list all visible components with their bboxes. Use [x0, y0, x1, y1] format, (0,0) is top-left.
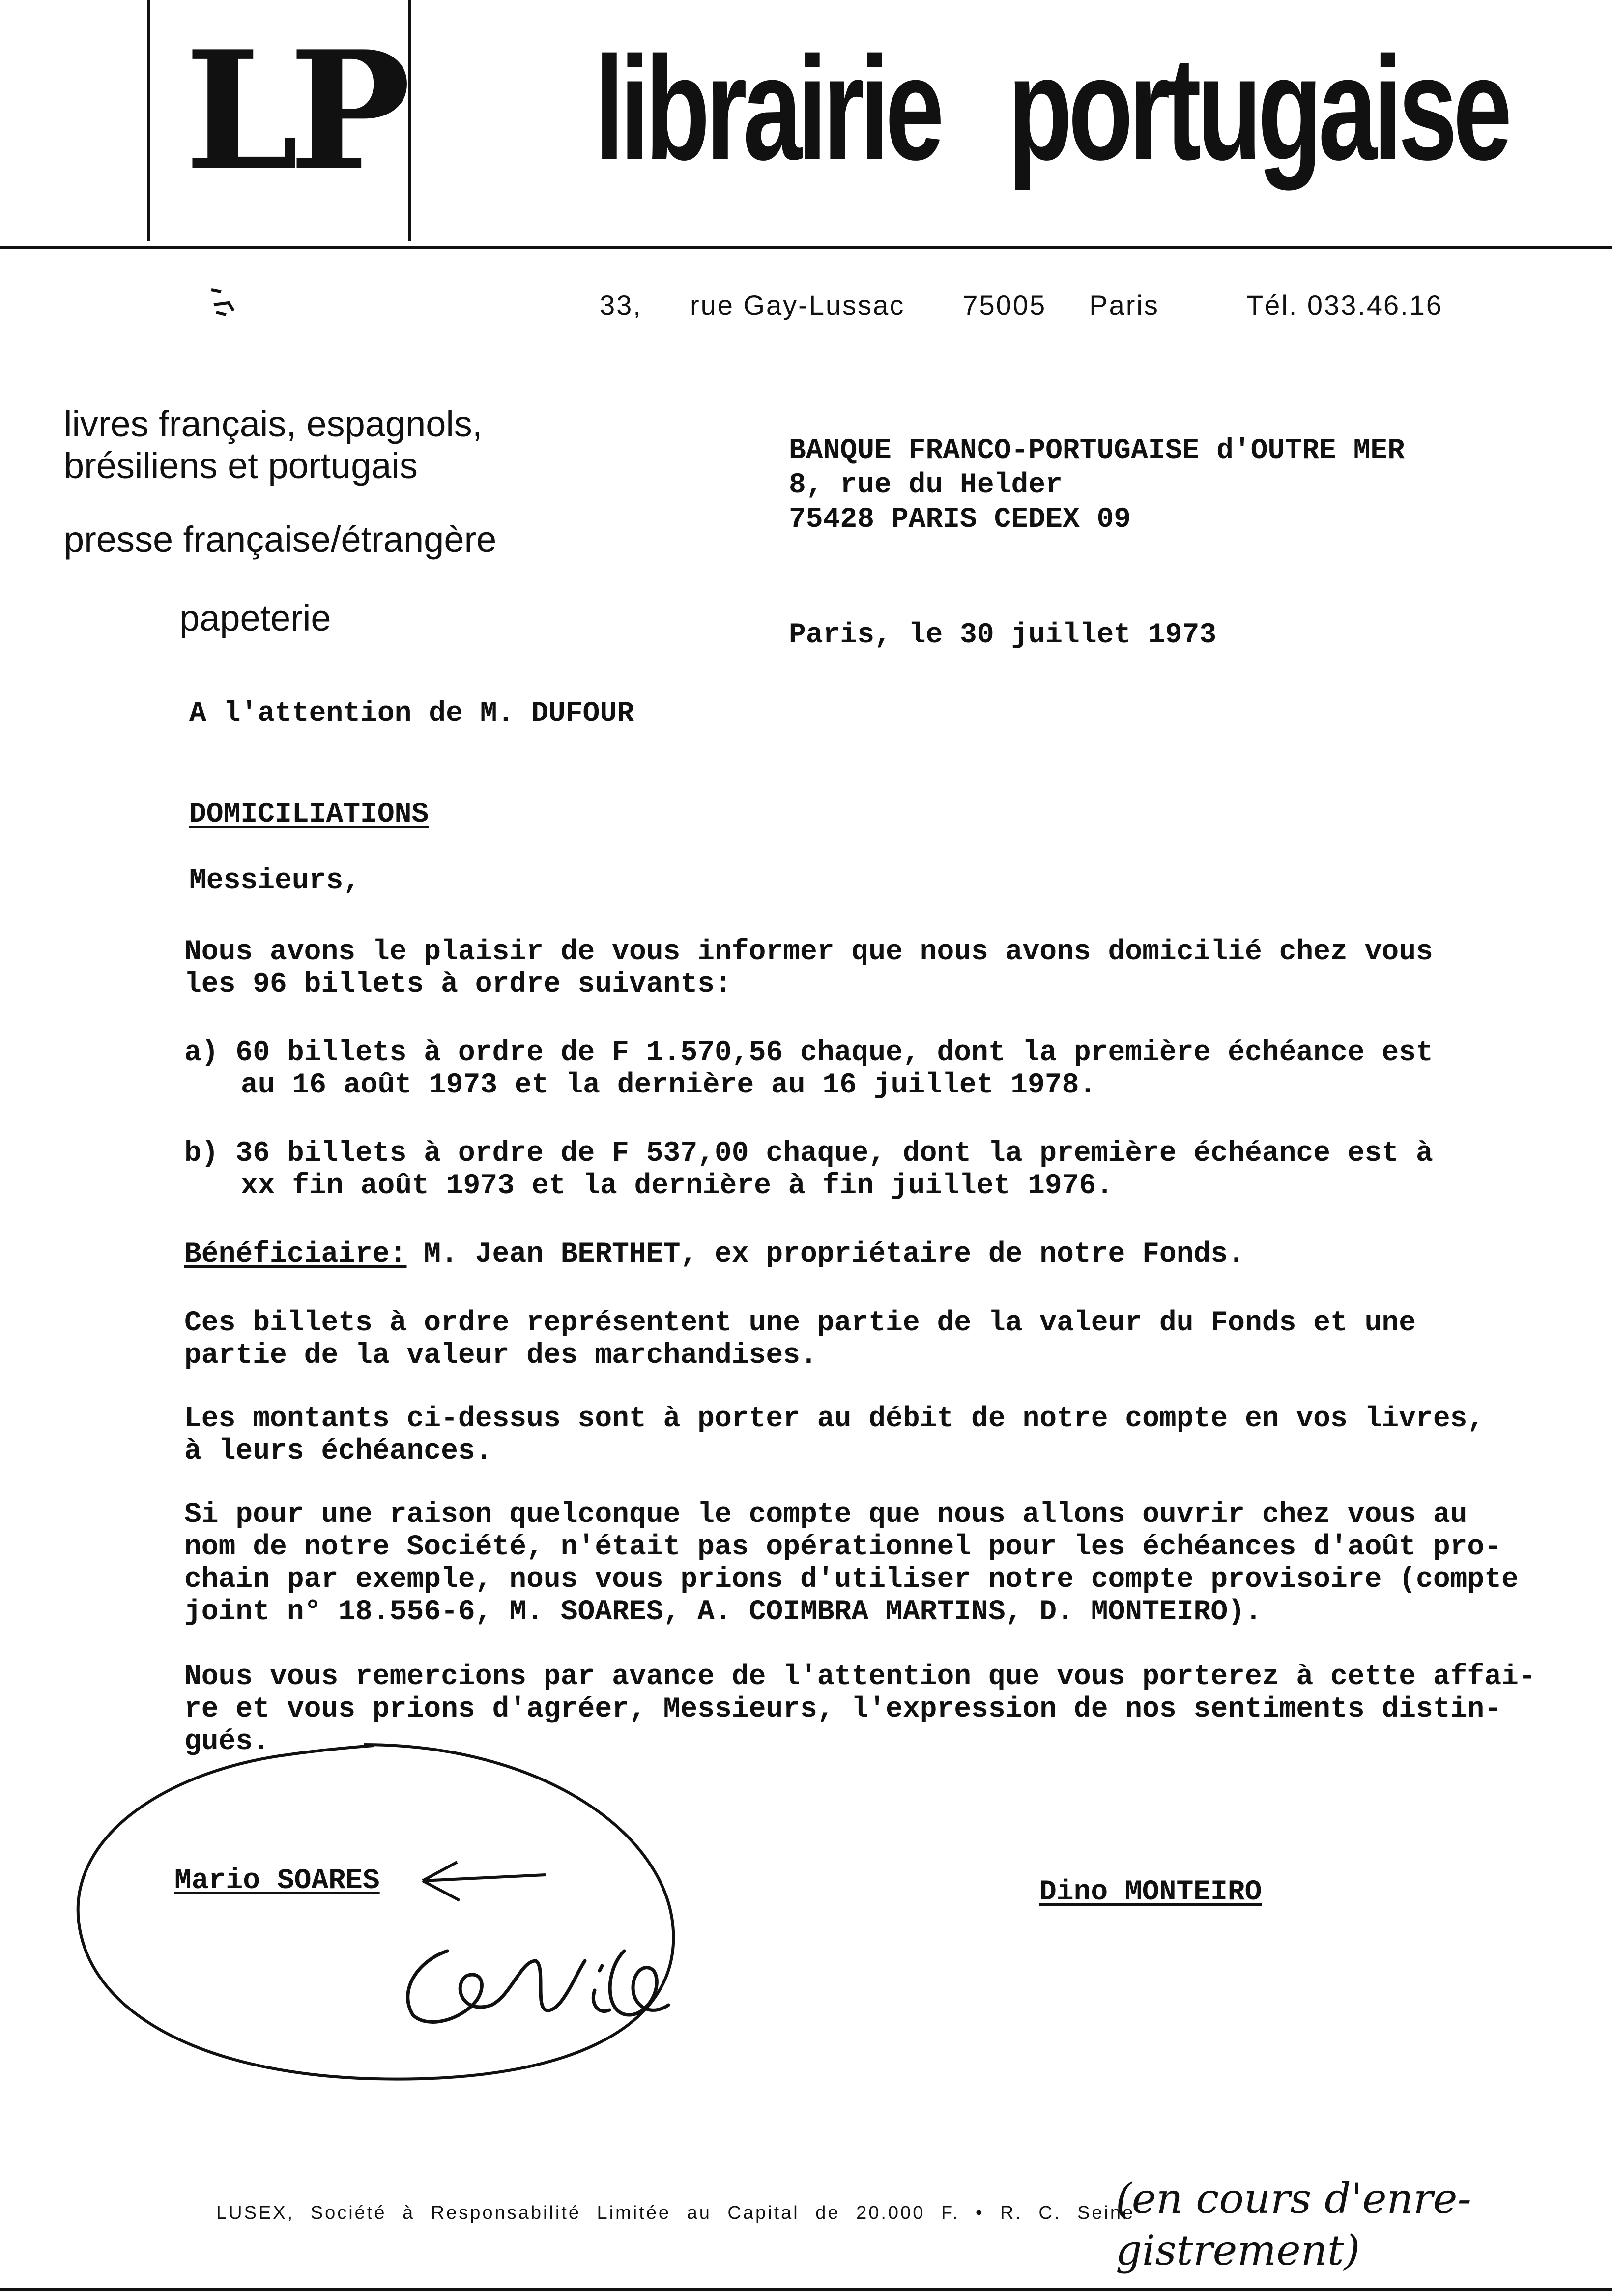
item-a-line-2: au 16 août 1973 et la dernière au 16 juillet 1978. — [241, 1069, 1096, 1101]
services-line-4: papeterie — [179, 598, 331, 638]
services-line-3: presse française/étrangère — [64, 519, 497, 560]
subject: DOMICILIATIONS — [189, 799, 429, 831]
logo-box — [147, 0, 411, 241]
recipient-line-2: 8, rue du Helder — [789, 469, 1063, 501]
item-b-line-2: xx fin août 1973 et la dernière à fin juillet 1976. — [241, 1170, 1114, 1202]
paragraph-1-line-2: les 96 billets à ordre suivants: — [184, 969, 732, 1001]
recipient-line-1: BANQUE FRANCO-PORTUGAISE d'OUTRE MER — [789, 435, 1405, 467]
letterhead — [0, 0, 1612, 249]
address-street: rue Gay-Lussac — [690, 289, 905, 320]
paragraph-6-line-3: gués. — [184, 1726, 270, 1758]
arrow-icon — [413, 1855, 550, 1909]
hand-drawn-circle — [59, 1735, 698, 2094]
paragraph-1-line-1: Nous avons le plaisir de vous informer que nous avons domicilié chez vous — [184, 936, 1433, 968]
logo: LP — [185, 15, 402, 206]
paragraph-5-line-4: joint n° 18.556-6, M. SOARES, A. COIMBRA MARTINS, D. MONTEIRO). — [184, 1596, 1262, 1628]
footer-legal: LUSEX, Société à Responsabilité Limitée au Capital de 20.000 F. • R. C. Seine — [216, 2203, 1135, 2223]
recipient-line-3: 75428 PARIS CEDEX 09 — [789, 504, 1131, 536]
address-postcode: 75005 — [962, 289, 1047, 320]
item-a-line-1: a) 60 billets à ordre de F 1.570,56 chaque, dont la première échéance est — [184, 1037, 1433, 1069]
signature — [388, 1931, 673, 2035]
address-line — [600, 289, 1443, 321]
beneficiary-text: M. Jean BERTHET, ex propriétaire de notre Fonds. — [406, 1238, 1245, 1270]
paragraph-5-line-2: nom de notre Société, n'était pas opérationnel pour les échéances d'août pro- — [184, 1531, 1502, 1563]
paragraph-6-line-2: re et vous prions d'agréer, Messieurs, l'expression de nos sentiments distin- — [184, 1693, 1502, 1725]
paragraph-3-line-2: partie de la valeur des marchandises. — [184, 1340, 817, 1372]
footer-handwritten-1: (en cours d'enre- — [1116, 2175, 1471, 2223]
services-line-1: livres français, espagnols, — [64, 403, 483, 444]
letter-date: Paris, le 30 juillet 1973 — [789, 619, 1217, 651]
item-b-line-1: b) 36 billets à ordre de F 537,00 chaque, dont la première échéance est à — [184, 1138, 1433, 1170]
paragraph-6-line-1: Nous vous remercions par avance de l'attention que vous porterez à cette affai- — [184, 1661, 1536, 1693]
address-number: 33, — [600, 289, 642, 320]
beneficiary-line — [184, 1238, 1245, 1271]
ink-mark-icon — [206, 285, 246, 319]
paragraph-5-line-3: chain par exemple, nous vous prions d'utiliser notre compte provisoire (compte — [184, 1564, 1519, 1596]
paragraph-4-line-1: Les montants ci-dessus sont à porter au débit de notre compte en vos livres, — [184, 1403, 1485, 1435]
beneficiary-label: Bénéficiaire: — [184, 1238, 407, 1270]
footer-rule — [0, 2288, 1612, 2291]
address-phone: Tél. 033.46.16 — [1246, 289, 1443, 320]
paragraph-5-line-1: Si pour une raison quelconque le compte que nous allons ouvrir chez vous au — [184, 1499, 1468, 1531]
services-line-2: brésiliens et portugais — [64, 445, 418, 486]
signatory-right: Dino MONTEIRO — [1039, 1876, 1262, 1908]
paragraph-3-line-1: Ces billets à ordre représentent une partie de la valeur du Fonds et une — [184, 1307, 1416, 1339]
salutation: Messieurs, — [189, 865, 361, 897]
address-city: Paris — [1089, 289, 1159, 320]
signatory-left: Mario SOARES — [174, 1865, 380, 1897]
attention-line: A l'attention de M. DUFOUR — [189, 698, 634, 730]
footer-handwritten-2: gistrement) — [1116, 2226, 1360, 2274]
brand-title: librairie portugaise — [595, 26, 1508, 191]
paragraph-4-line-2: à leurs échéances. — [184, 1435, 492, 1467]
